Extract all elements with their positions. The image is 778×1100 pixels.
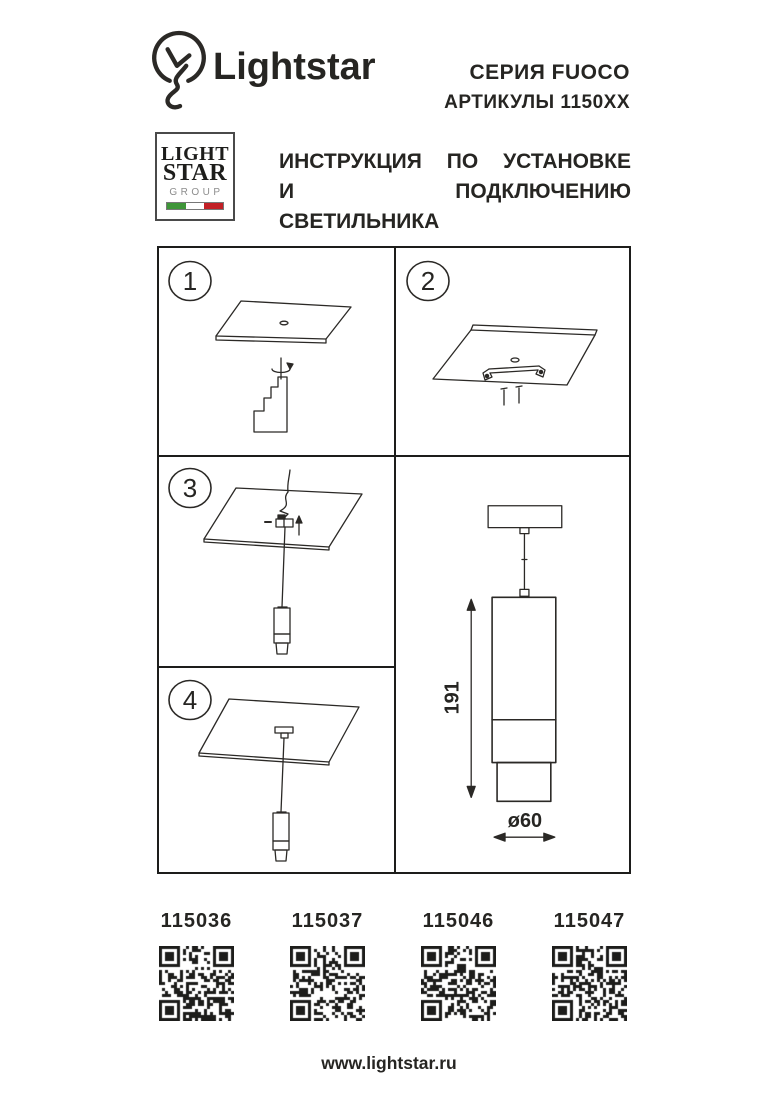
diameter-dimension xyxy=(494,810,555,841)
dimension-diameter-label: ø60 xyxy=(507,810,543,833)
group-logo-light: LIGHT xyxy=(160,143,230,165)
article-code: 115036 xyxy=(160,910,233,932)
article-column xyxy=(262,910,393,1021)
lamp-body xyxy=(492,597,556,801)
step-3-panel xyxy=(159,457,396,668)
article-column xyxy=(524,910,655,1021)
pendant-lamp xyxy=(273,738,289,861)
instruction-title xyxy=(279,147,631,237)
ceiling-plate xyxy=(216,301,351,343)
step-1-diagram xyxy=(159,248,394,455)
articles-row xyxy=(131,910,655,1021)
series-header xyxy=(444,58,630,118)
step-4-diagram xyxy=(159,668,394,872)
step-number: 2 xyxy=(420,266,436,296)
step-number: 4 xyxy=(182,685,198,715)
qr-code xyxy=(421,946,496,1021)
ceiling-plate xyxy=(199,699,359,765)
steps-grid xyxy=(157,246,631,874)
canopy xyxy=(488,506,562,534)
step-1-panel xyxy=(159,248,396,457)
instruction-title-line2: И ПОДКЛЮЧЕНИЮ СВЕТИЛЬНИКА xyxy=(279,180,631,233)
qr-code xyxy=(552,946,627,1021)
article-code: 115047 xyxy=(553,910,626,932)
footer-url: www.lightstar.ru xyxy=(321,1053,457,1073)
brand-wordmark: Lightstar xyxy=(213,46,376,88)
articles-subtitle: АРТИКУЛЫ 1150XX xyxy=(444,92,630,113)
instruction-title-line1: ИНСТРУКЦИЯ ПО УСТАНОВКЕ xyxy=(279,150,631,173)
mounting-bracket xyxy=(483,366,545,380)
step-4-panel xyxy=(159,668,396,872)
lightstar-group-logo xyxy=(155,132,235,221)
terminal-block xyxy=(265,515,302,535)
ceiling-plate xyxy=(433,325,597,385)
dimension-height-label: 191 xyxy=(441,681,464,715)
drill-bit xyxy=(254,358,293,432)
article-code: 115046 xyxy=(422,910,495,932)
flag-green xyxy=(167,203,186,209)
step-number: 1 xyxy=(182,266,198,296)
step-number: 3 xyxy=(182,473,198,503)
flag-white xyxy=(186,203,205,209)
lightbulb-logo-icon xyxy=(148,26,210,118)
step-3-diagram xyxy=(159,457,394,666)
height-dimension xyxy=(441,599,475,797)
dimension-panel xyxy=(396,457,629,872)
cable-cap xyxy=(275,727,293,738)
step-2-panel xyxy=(396,248,629,457)
italy-flag-stripe xyxy=(166,202,224,210)
group-logo-group: GROUP xyxy=(169,187,224,198)
dimension-diagram xyxy=(396,457,629,872)
qr-code xyxy=(290,946,365,1021)
flag-red xyxy=(204,203,223,209)
article-code: 115037 xyxy=(291,910,364,932)
step-2-diagram xyxy=(396,248,629,455)
article-column xyxy=(393,910,524,1021)
qr-code xyxy=(159,946,234,1021)
screws xyxy=(501,386,522,405)
group-logo-star: STAR xyxy=(162,160,228,186)
supply-wire xyxy=(280,470,290,518)
series-title: СЕРИЯ FUOCO xyxy=(469,61,630,84)
suspension-cable xyxy=(520,534,529,597)
article-column xyxy=(131,910,262,1021)
